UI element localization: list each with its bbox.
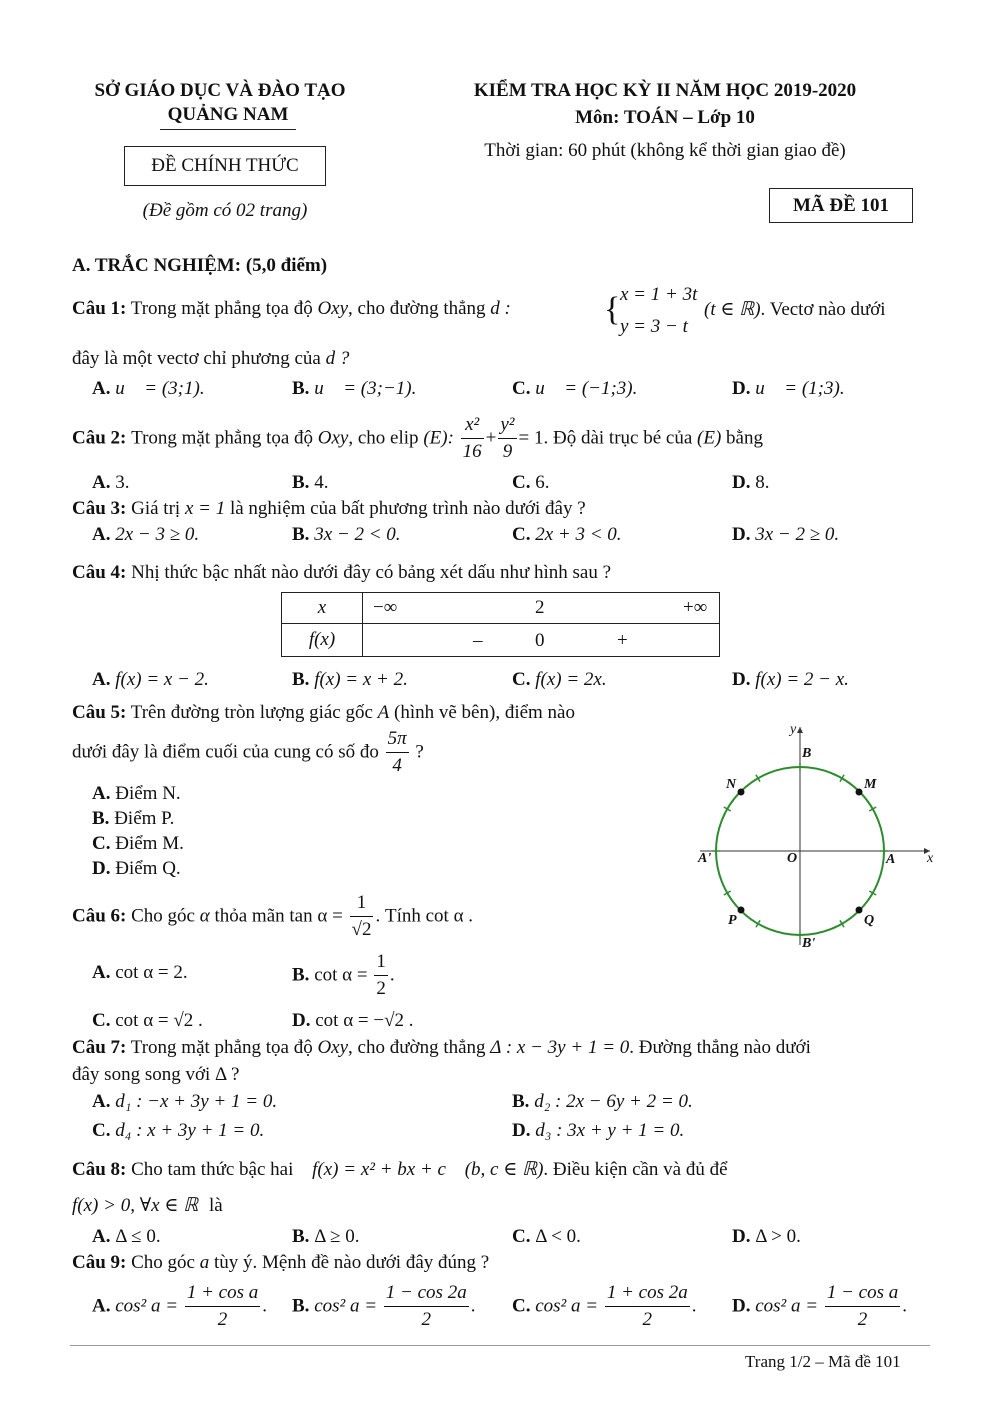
question-label: Câu 4: — [72, 562, 127, 583]
math-cot: cot α . — [425, 905, 474, 927]
page-footer: Trang 1/2 – Mã đề 101 — [745, 1352, 901, 1371]
department-name: SỞ GIÁO DỤC VÀ ĐÀO TẠO — [94, 80, 346, 101]
option-4a[interactable]: A. f(x) = x − 2. — [92, 669, 209, 690]
sign-table — [281, 592, 720, 657]
question-7-line2: đây song song với Δ ? — [72, 1064, 240, 1085]
question-label: Câu 5: — [72, 702, 127, 723]
option-4c[interactable]: C. f(x) = 2x. — [512, 669, 607, 690]
question-text: Trong mặt phẳng tọa độ — [131, 427, 314, 449]
math-alpha: α — [199, 905, 210, 927]
question-text: Cho góc — [131, 1252, 195, 1273]
system-brace: { — [604, 291, 621, 328]
table-head-x: x — [282, 593, 363, 624]
label-x: x — [927, 851, 934, 866]
label-b: B — [802, 746, 812, 761]
question-text: . Vectơ nào dưới — [760, 299, 886, 320]
point-n — [738, 789, 745, 796]
question-text: Giá trị — [131, 498, 181, 519]
option-3b[interactable]: B. 3x − 2 < 0. — [292, 524, 401, 545]
question-text: là — [208, 1195, 223, 1216]
option-9d[interactable]: D. cos² a = $\frac{\text{1 − cos a}}{2}$ . — [732, 1280, 907, 1333]
option-8a[interactable]: A. Δ ≤ 0. — [92, 1226, 161, 1247]
option-1c[interactable]: C. u⃗ = (−1;3). — [512, 378, 638, 399]
point-q — [856, 907, 863, 914]
province-name: QUẢNG NAM — [160, 104, 296, 130]
math-x: x = 1 — [184, 498, 226, 519]
question-text: bằng — [726, 427, 763, 449]
option-8d[interactable]: D. Δ > 0. — [732, 1226, 801, 1247]
question-text: Trong mặt phẳng tọa độ — [130, 298, 313, 319]
fraction-1-2: $\frac{1}{2}$ — [376, 951, 386, 999]
question-label: Câu 9: — [72, 1252, 127, 1273]
question-8-line2 — [72, 1194, 223, 1217]
fraction-9d: $\frac{\text{1 − cos a}}{2}$ — [826, 1282, 899, 1330]
fraction-1-sqrt2: $\frac{1}{√2}$ — [351, 892, 372, 940]
table-row-fx: – 0 + — [363, 624, 720, 657]
math-oxy: Oxy — [317, 298, 349, 319]
label-o: O — [787, 851, 798, 866]
option-5d[interactable]: D. Điểm Q. — [92, 858, 181, 879]
question-6 — [72, 890, 473, 943]
question-5-line2: dưới đây là điểm cuối của cung có số đo $\frac{5\pi}{4}$ ? — [72, 726, 424, 779]
question-text: đây là một vectơ chỉ phương của — [72, 348, 321, 369]
option-8c[interactable]: C. Δ < 0. — [512, 1226, 581, 1247]
option-6c[interactable]: C. cot α = √2 . — [92, 1010, 203, 1031]
table-head-fx: f(x) — [282, 624, 363, 657]
option-1b[interactable]: B. u⃗ = (3;−1). — [292, 378, 417, 399]
math-line: Δ : x − 3y + 1 = 0 — [490, 1037, 630, 1058]
fraction-9c: $\frac{1 + \cos 2a}{2}$ — [606, 1282, 688, 1330]
label-b-prime: B' — [802, 936, 816, 951]
option-2c[interactable]: C. 6. — [512, 472, 550, 493]
option-7c[interactable]: C. d₄ : x + 3y + 1 = 0. — [92, 1120, 265, 1141]
option-3a[interactable]: A. 2x − 3 ≥ 0. — [92, 524, 200, 545]
math-a: A — [377, 702, 390, 723]
official-badge: ĐỀ CHÍNH THỨC — [124, 146, 326, 186]
time-line: Thời gian: 60 phút (không kể thời gian giao đề) — [484, 140, 846, 161]
option-6a[interactable]: A. cot α = 2. — [92, 962, 188, 983]
question-text: dưới đây là điểm cuối của cung có số đo — [72, 741, 379, 763]
question-label: Câu 2: — [72, 427, 127, 449]
question-1 — [72, 298, 511, 320]
point-m — [856, 789, 863, 796]
question-text: , cho đường thẳng — [348, 1037, 486, 1058]
question-2: Câu 2: Trong mặt phẳng tọa độ Oxy, cho elip (E): $\frac{\text{x²}}{16}$ + $\frac{\text{y²}}{9}$ = 1. Độ dài trục bé của (E) bằng — [72, 412, 763, 465]
label-p: P — [728, 913, 737, 928]
math-param: (b, c ∈ ℝ) — [464, 1159, 544, 1180]
exam-title: KIỂM TRA HỌC KỲ II NĂM HỌC 2019-2020 — [473, 80, 857, 101]
question-3 — [72, 498, 586, 520]
fraction-5pi-4: $\frac{5\pi}{4}$ — [387, 728, 407, 776]
point-p — [738, 907, 745, 914]
table-row-x: −∞ 2 +∞ — [363, 593, 720, 624]
math-condition: f(x) > 0, ∀x ∈ ℝ — [72, 1195, 199, 1216]
option-1a[interactable]: A. u⃗ = (3;1). — [92, 378, 205, 399]
system-eq-2: y = 3 − t — [620, 316, 688, 337]
math-e: (E): — [423, 427, 454, 449]
question-text: tùy ý. Mệnh đề nào dưới đây đúng ? — [213, 1252, 490, 1273]
label-m: M — [864, 777, 877, 792]
fraction-y2-9: $\frac{\text{y²}}{9}$ — [500, 414, 515, 462]
question-text: (hình vẽ bên), điểm nào — [394, 702, 575, 723]
question-label: Câu 6: — [72, 905, 127, 927]
label-q: Q — [864, 913, 875, 928]
fraction-9b: $\frac{1 - \cos 2a}{2}$ — [385, 1282, 467, 1330]
question-4 — [72, 562, 611, 584]
question-text: là nghiệm của bất phương trình nào dưới đây ? — [229, 498, 586, 519]
math-param: (t ∈ ℝ) — [704, 299, 761, 320]
question-label: Câu 8: — [72, 1159, 127, 1180]
question-1-tail — [704, 298, 886, 321]
label-a-prime: A' — [698, 851, 712, 866]
question-text: Nhị thức bậc nhất nào dưới đây có bảng xét dấu như hình sau ? — [131, 562, 612, 583]
question-text: Cho góc — [131, 905, 195, 927]
question-text: Cho tam thức bậc hai — [131, 1159, 294, 1180]
question-text: . Tính — [375, 905, 421, 927]
option-5c[interactable]: C. Điểm M. — [92, 833, 184, 854]
question-label: Câu 7: — [72, 1037, 127, 1058]
option-3d[interactable]: D. 3x − 2 ≥ 0. — [732, 524, 840, 545]
option-4d[interactable]: D. f(x) = 2 − x. — [732, 669, 849, 690]
question-label: Câu 3: — [72, 498, 127, 519]
exam-code-box: MÃ ĐỀ 101 — [769, 188, 913, 223]
option-2a[interactable]: A. 3. — [92, 472, 130, 493]
option-3c[interactable]: C. 2x + 3 < 0. — [512, 524, 622, 545]
fraction-x2-16: $\frac{\text{x²}}{16}$ — [462, 414, 482, 462]
question-5 — [72, 702, 575, 724]
question-text: , cho đường thẳng — [348, 298, 486, 319]
option-6d[interactable]: D. cot α = −√2 . — [292, 1010, 414, 1031]
label-y: y — [790, 722, 797, 737]
question-text: thỏa mãn — [214, 905, 285, 927]
question-text: . Đường thẳng nào dưới — [629, 1037, 811, 1058]
subject-line: Môn: TOÁN – Lớp 10 — [575, 107, 755, 128]
math-oxy: Oxy — [317, 427, 349, 449]
question-text: , cho elip — [348, 427, 419, 449]
question-9 — [72, 1252, 489, 1274]
question-label: Câu 1: — [72, 298, 127, 319]
section-title: A. TRẮC NGHIỆM: (5,0 điểm) — [72, 255, 328, 276]
option-5a[interactable]: A. Điểm N. — [92, 783, 181, 804]
label-a: A — [886, 852, 896, 867]
option-7d[interactable]: D. d₃ : 3x + y + 1 = 0. — [512, 1120, 685, 1141]
question-text: Trên đường tròn lượng giác gốc — [130, 702, 373, 723]
fraction-9a: $\frac{\text{1 + cos a}}{2}$ — [186, 1282, 259, 1330]
math-d: d : — [490, 298, 511, 319]
math-oxy: Oxy — [317, 1037, 349, 1058]
system-eq-1: x = 1 + 3t — [620, 284, 698, 305]
question-1-line2 — [72, 348, 349, 370]
option-7a[interactable]: A. d₁ : −x + 3y + 1 = 0. — [92, 1091, 278, 1112]
option-2d[interactable]: D. 8. — [732, 472, 770, 493]
option-9c[interactable]: C. cos² a = $\frac{1 + \cos 2a}{2}$ . — [512, 1280, 697, 1333]
option-9b[interactable]: B. cos² a = $\frac{1 - \cos 2a}{2}$ . — [292, 1280, 475, 1333]
question-8 — [72, 1158, 728, 1181]
question-text: . Điều kiện cần và đủ để — [543, 1159, 728, 1180]
math-tan: tan α = — [289, 905, 343, 927]
math-d: d ? — [325, 348, 350, 369]
option-9a[interactable]: A. cos² a = $\frac{\text{1 + cos a}}{2}$ . — [92, 1280, 267, 1333]
option-2b[interactable]: B. 4. — [292, 472, 329, 493]
label-n: N — [726, 777, 737, 792]
math-a: a — [199, 1252, 210, 1273]
math-e: (E) — [697, 427, 722, 449]
trig-circle-figure — [690, 715, 940, 955]
math-fx: f(x) = x² + bx + c — [312, 1159, 446, 1180]
option-5b[interactable]: B. Điểm P. — [92, 808, 175, 829]
pages-note: (Đề gồm có 02 trang) — [142, 200, 308, 221]
option-4b[interactable]: B. f(x) = x + 2. — [292, 669, 408, 690]
option-8b[interactable]: B. Δ ≥ 0. — [292, 1226, 360, 1247]
option-7b[interactable]: B. d₂ : 2x − 6y + 2 = 0. — [512, 1091, 693, 1112]
question-7 — [72, 1037, 811, 1059]
question-text: Trong mặt phẳng tọa độ — [130, 1037, 313, 1058]
option-1d[interactable]: D. u⃗ = (1;3). — [732, 378, 845, 399]
option-6b[interactable]: B. cot α = $\frac{1}{2}$ . — [292, 949, 395, 1002]
question-text: . Độ dài trục bé của — [543, 427, 693, 449]
footer-divider — [70, 1345, 930, 1346]
